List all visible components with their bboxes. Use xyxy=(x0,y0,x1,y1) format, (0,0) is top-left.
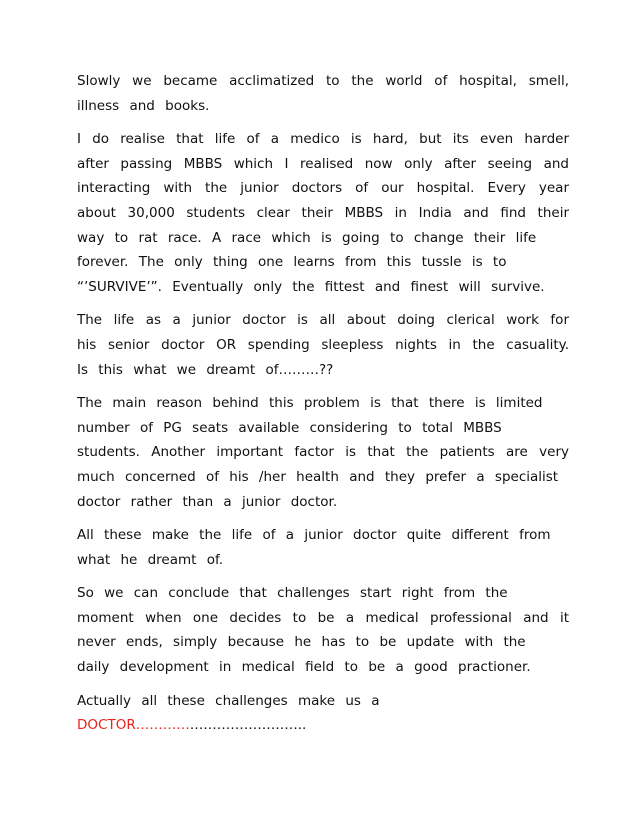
paragraph-4 xyxy=(77,391,569,514)
paragraph-line: daily development in medical field to be a good practioner. xyxy=(77,659,531,676)
paragraph-line: way to rat race. A race which is going to change their life xyxy=(77,229,537,246)
document-body xyxy=(77,69,569,747)
paragraph-line: students. Another important factor is that the patients are very xyxy=(77,444,569,461)
paragraph-line: interacting with the junior doctors of our hospital. Every year xyxy=(77,180,569,197)
closing-line: Actually all these challenges make us a xyxy=(77,692,380,709)
paragraph-line: number of PG seats available considering to total MBBS xyxy=(77,419,502,436)
closing-paragraph xyxy=(77,689,569,738)
paragraph-1 xyxy=(77,69,569,118)
paragraph-line: doctor rather than a junior doctor. xyxy=(77,493,338,510)
paragraph-line: Is this what we dreamt of………?? xyxy=(77,361,334,378)
paragraph-line: The life as a junior doctor is all about doing clerical work for xyxy=(77,312,569,329)
paragraph-3 xyxy=(77,308,569,382)
paragraph-line: The main reason behind this problem is that there is limited xyxy=(77,395,543,412)
paragraph-line: All these make the life of a junior doctor quite different from xyxy=(77,527,551,544)
trailing-ellipsis: …………………….. xyxy=(189,717,307,734)
paragraph-line: I do realise that life of a medico is hard, but its even harder xyxy=(77,131,569,148)
paragraph-line: moment when one decides to be a medical professional and it xyxy=(77,609,569,626)
paragraph-5 xyxy=(77,523,569,572)
paragraph-line: “’SURVIVE’”. Eventually only the fittest and finest will survive. xyxy=(77,278,545,295)
paragraph-line: about 30,000 students clear their MBBS in India and find their xyxy=(77,204,569,221)
doctor-highlight: DOCTOR………… xyxy=(77,717,190,734)
paragraph-line: illness and books. xyxy=(77,97,210,114)
paragraph-line: his senior doctor OR spending sleepless nights in the casuality. xyxy=(77,336,569,353)
paragraph-line: after passing MBBS which I realised now only after seeing and xyxy=(77,155,569,172)
paragraph-2 xyxy=(77,127,569,299)
paragraph-line: forever. The only thing one learns from this tussle is to xyxy=(77,254,507,271)
paragraph-6 xyxy=(77,581,569,679)
paragraph-line: much concerned of his /her health and they prefer a specialist xyxy=(77,468,559,485)
paragraph-line: So we can conclude that challenges start right from the xyxy=(77,585,508,602)
closing-doctor-line xyxy=(77,713,569,738)
paragraph-line: what he dreamt of. xyxy=(77,551,224,568)
paragraph-line: Slowly we became acclimatized to the world of hospital, smell, xyxy=(77,73,569,89)
paragraph-line: never ends, simply because he has to be update with the xyxy=(77,634,526,651)
